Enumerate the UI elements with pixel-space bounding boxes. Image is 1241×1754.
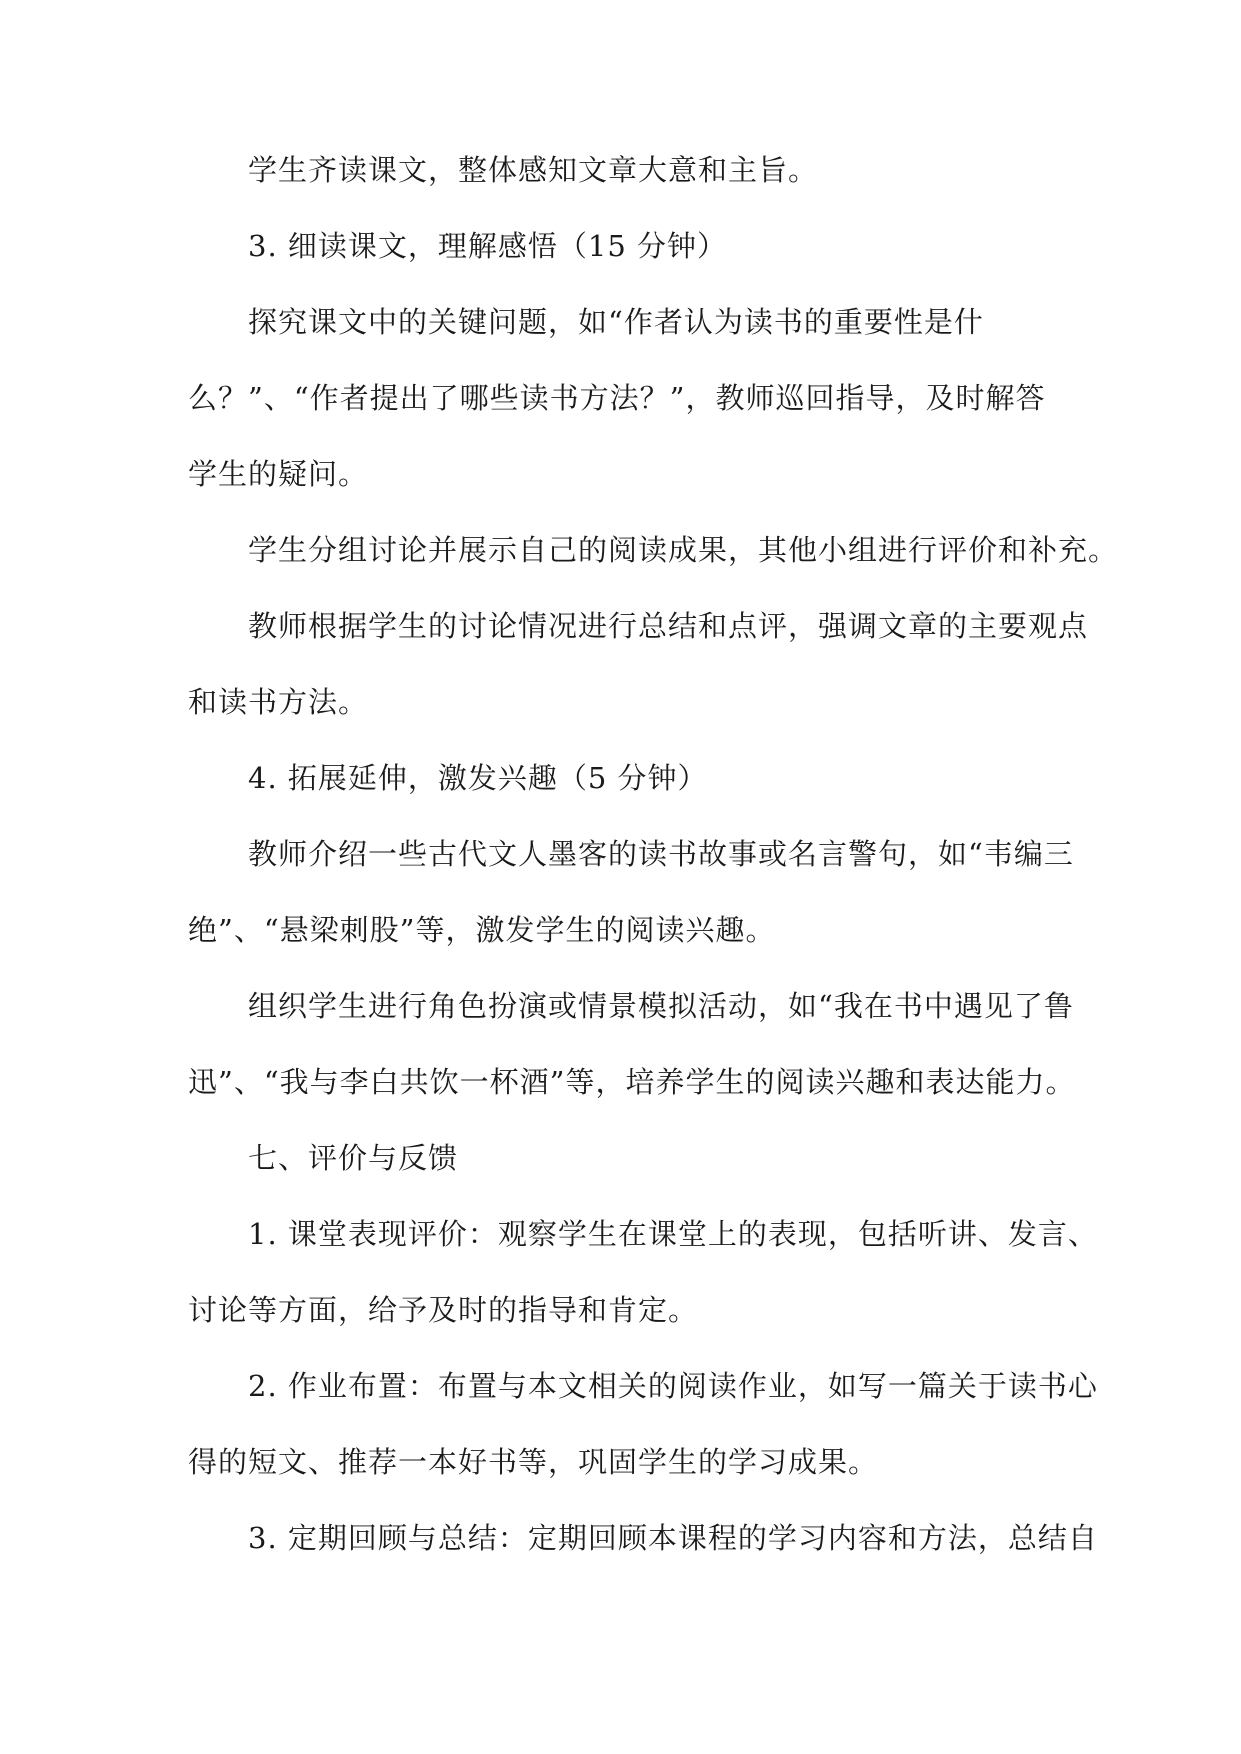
paragraph-line: 教师根据学生的讨论情况进行总结和点评，强调文章的主要观点 xyxy=(248,609,1089,643)
paragraph-line: 得的短文、推荐一本好书等，巩固学生的学习成果。 xyxy=(188,1445,879,1479)
section-heading: 4. 拓展延伸，激发兴趣（5 分钟） xyxy=(248,761,708,795)
paragraph-line: 探究课文中的关键问题，如“作者认为读书的重要性是什 xyxy=(248,305,984,339)
section-heading: 3. 细读课文，理解感悟（15 分钟） xyxy=(248,229,728,263)
paragraph-line: 1. 课堂表现评价：观察学生在课堂上的表现，包括听讲、发言、 xyxy=(248,1217,1098,1251)
paragraph-line: 3. 定期回顾与总结：定期回顾本课程的学习内容和方法，总结自 xyxy=(248,1521,1098,1555)
paragraph-line: 学生齐读课文，整体感知文章大意和主旨。 xyxy=(248,153,819,187)
paragraph-line: 组织学生进行角色扮演或情景模拟活动，如“我在书中遇见了鲁 xyxy=(248,989,1074,1023)
paragraph-line: 学生分组讨论并展示自己的阅读成果，其他小组进行评价和补充。 xyxy=(248,533,1119,567)
paragraph-line: 和读书方法。 xyxy=(188,685,369,719)
paragraph-line: 学生的疑问。 xyxy=(188,457,369,491)
paragraph-line: 2. 作业布置：布置与本文相关的阅读作业，如写一篇关于读书心 xyxy=(248,1369,1098,1403)
paragraph-line: 教师介绍一些古代文人墨客的读书故事或名言警句，如“韦编三 xyxy=(248,837,1074,871)
paragraph-line: 么？”、“作者提出了哪些读书方法？”，教师巡回指导，及时解答 xyxy=(188,381,1046,415)
paragraph-line: 迅”、“我与李白共饮一杯酒”等，培养学生的阅读兴趣和表达能力。 xyxy=(188,1065,1076,1099)
paragraph-line: 绝”、“悬梁刺股”等，激发学生的阅读兴趣。 xyxy=(188,913,776,947)
section-heading: 七、评价与反馈 xyxy=(248,1141,459,1175)
paragraph-line: 讨论等方面，给予及时的指导和肯定。 xyxy=(188,1293,699,1327)
